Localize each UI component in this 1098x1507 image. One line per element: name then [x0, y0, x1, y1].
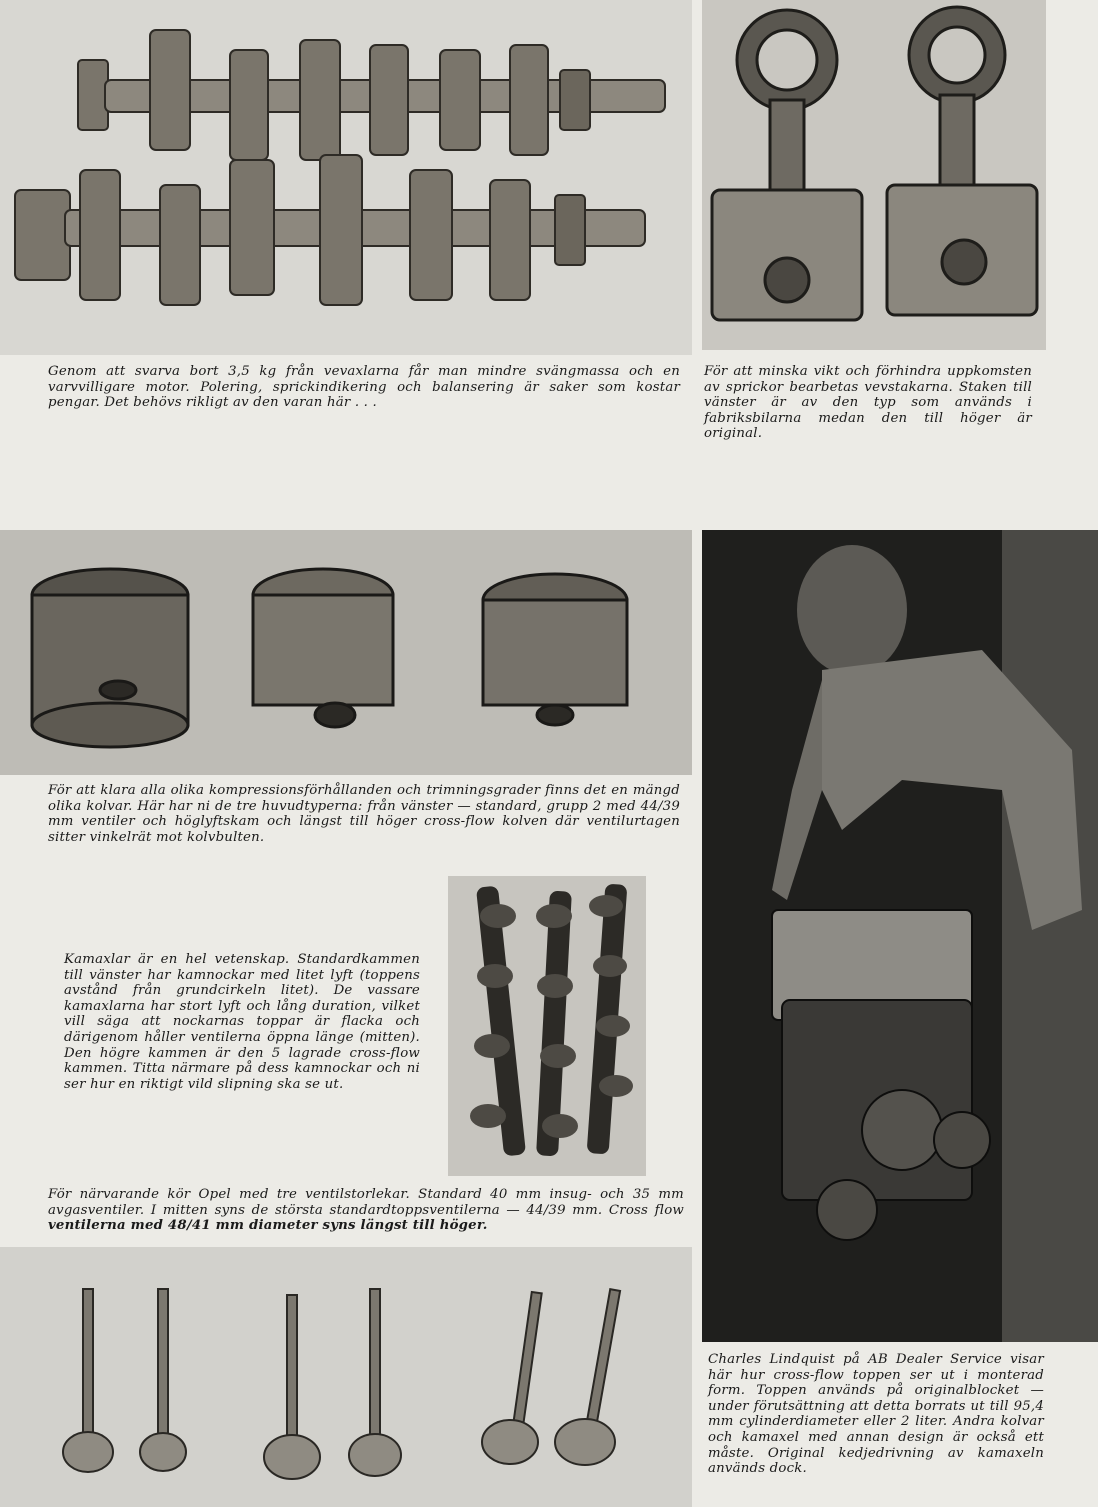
crankshafts-caption: Genom att svarva bort 3,5 kg från vevaxlarna får man mindre svängmassa och en varvvilligare motor. Polering, sprickindikering och balansering är saker som kostar pengar. Det behövs rikligt av den varan här . . . — [48, 364, 680, 411]
pistons-photo — [0, 530, 692, 775]
camshafts-caption: Kamaxlar är en hel vetenskap. Standardkammen till vänster har kamnockar med litet lyft (toppens avstånd från grundcirkeln litet). De vassare kamaxlarna har stort lyft och lång duration, vilket vill säga att nockarnas toppar är flacka och därigenom håller ventilerna öppna länge (mitten). Den högre kammen är den 5 lagrade cross-flow kammen. Titta närmare på dess kamnockar och ni ser hur en riktigt vild slipning ska se ut. — [64, 952, 420, 1092]
camshafts-photo — [448, 876, 646, 1176]
conrods-caption: För att minska vikt och förhindra uppkomsten av sprickor bearbetas vevstakarna. Staken till vänster är av den typ som används i fabriksbilarna medan den till höger är original. — [704, 364, 1032, 442]
mechanic-caption: Charles Lindquist på AB Dealer Service visar här hur cross-flow toppen ser ut i monterad form. Toppen används på originalblocket — under förutsättning att detta borrats ut till 95,4 mm cylinderdiameter eller 2 liter. Andra kolvar och kamaxel med annan design är också ett måste. Original kedjedrivning av kamaxeln används dock. — [708, 1352, 1044, 1477]
valves-caption-text: För närvarande kör Opel med tre ventilstorlekar. Standard 40 mm insug- och 35 mm avgasventiler. I mitten syns de största standardtoppsventilerna — 44/39 mm. Cross flow — [48, 1187, 684, 1218]
crankshafts-photo — [0, 0, 692, 355]
valves-caption-bold: ventilerna med 48/41 mm diameter syns längst till höger. — [48, 1218, 488, 1234]
mechanic-engine-photo — [702, 530, 1098, 1342]
valves-photo — [0, 1247, 692, 1507]
valves-caption — [48, 1187, 684, 1234]
pistons-caption: För att klara alla olika kompressionsförhållanden och trimningsgrader finns det en mängd olika kolvar. Här har ni de tre huvudtyperna: från vänster — standard, grupp 2 med 44/39 mm ventiler och höglyftskam och längst till höger cross-flow kolven där ventilurtagen sitter vinkelrät mot kolvbulten. — [48, 783, 680, 845]
conrods-photo — [702, 0, 1046, 350]
